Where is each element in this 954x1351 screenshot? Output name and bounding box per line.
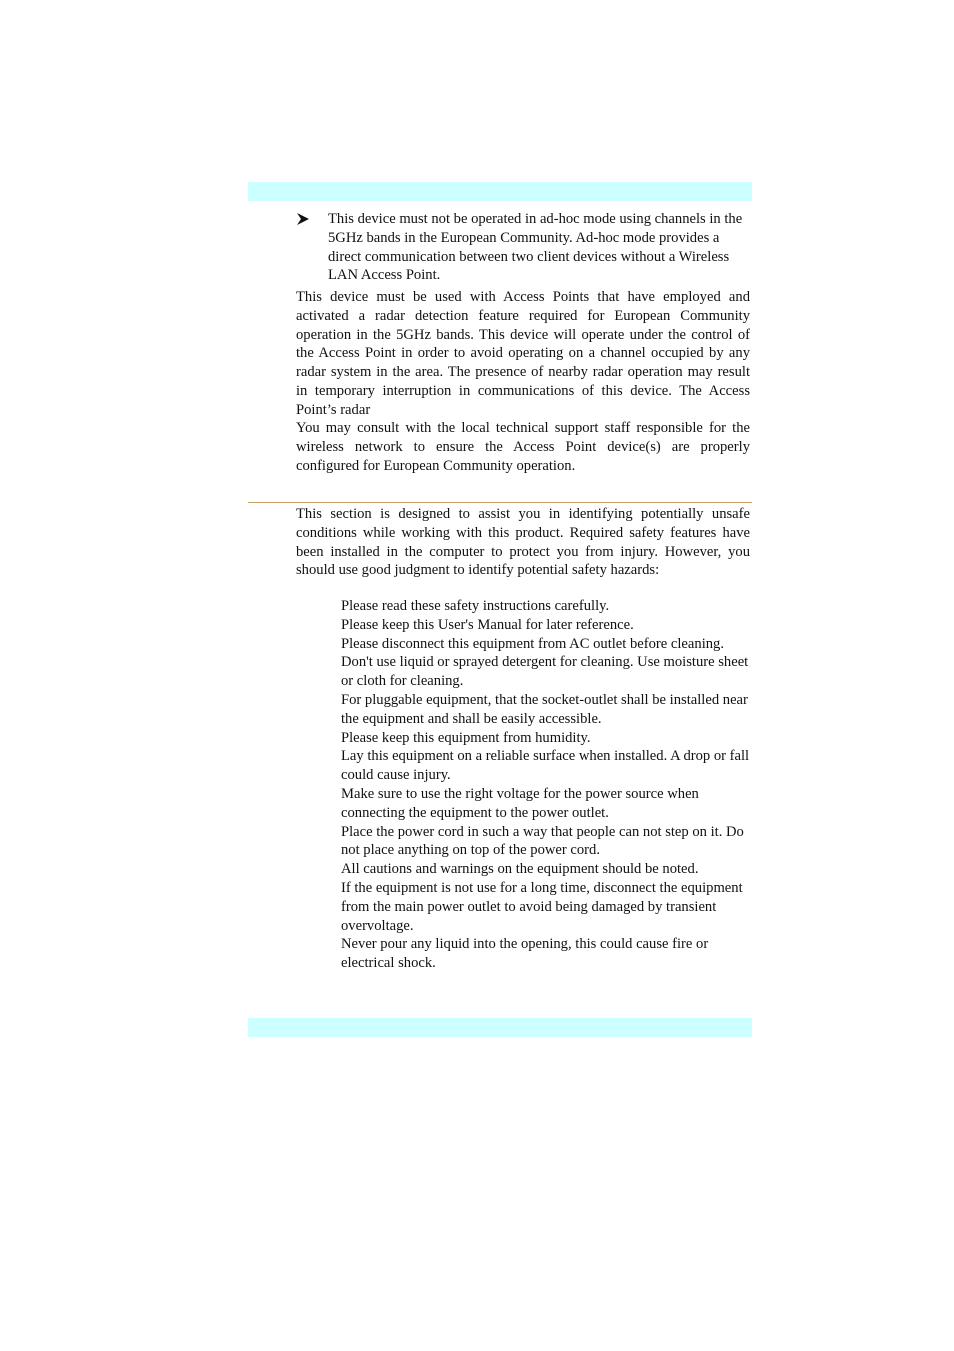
- consult-paragraph: You may consult with the local technical support staff responsible for the wireless network to ensure the Access Point device(s) are properly configured for European Community operation.: [296, 420, 750, 474]
- safety-instructions-list: [341, 597, 753, 973]
- list-item: All cautions and warnings on the equipment should be noted.: [341, 861, 699, 878]
- list-item: Lay this equipment on a reliable surface when installed. A drop or fall could cause injury.: [341, 748, 750, 784]
- list-item: For pluggable equipment, that the socket-outlet shall be installed near the equipment and shall be easily accessible.: [341, 691, 748, 727]
- list-item: Please disconnect this equipment from AC outlet before cleaning. Don't use liquid or sprayed detergent for cleaning. Use moisture sheet or cloth for cleaning.: [341, 635, 749, 690]
- header-band: [248, 182, 752, 201]
- list-item: Never pour any liquid into the opening, this could cause fire or electrical shock.: [341, 936, 709, 972]
- radar-paragraph: This device must be used with Access Points that have employed and activated a radar detection feature required for European Community operation in the 5GHz bands. This device will operate under the control of the Access Point in order to avoid operating on a channel occupied by any radar system in the area. The presence of nearby radar operation may result in temporary interruption in communications of this device. The Access Point’s radar: [296, 289, 750, 418]
- bullet-item: [296, 210, 752, 285]
- footer-band: [248, 1018, 752, 1037]
- list-item: Please keep this equipment from humidity.: [341, 729, 591, 746]
- arrow-bullet-icon: [296, 210, 310, 228]
- section-divider: [248, 502, 752, 503]
- safety-intro-paragraph: This section is designed to assist you in identifying potentially unsafe conditions while working with this product. Required safety features have been installed in the computer to protect you from injury. However, you should use good judgment to identify potential safety hazards:: [296, 506, 750, 579]
- list-item: Please read these safety instructions carefully.: [341, 598, 610, 614]
- bullet-item-text: This device must not be operated in ad-hoc mode using channels in the 5GHz bands in the European Community. Ad-hoc mode provides a direct communication between two client devices without a Wireless LAN Access Point.: [328, 211, 743, 284]
- list-item: Place the power cord in such a way that people can not step on it. Do not place anything on top of the power cord.: [341, 823, 744, 859]
- list-item: Please keep this User's Manual for later reference.: [341, 616, 634, 633]
- list-item: If the equipment is not use for a long time, disconnect the equipment from the main power outlet to avoid being damaged by transient overvoltage.: [341, 879, 743, 934]
- list-item: Make sure to use the right voltage for the power source when connecting the equipment to the power outlet.: [341, 785, 699, 821]
